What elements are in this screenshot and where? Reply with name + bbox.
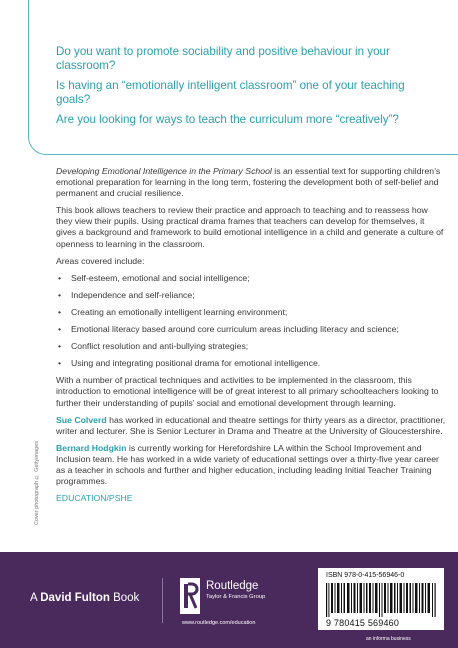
list-item: • Emotional literacy based around core curriculum areas including literacy and science; [56, 324, 446, 335]
imprint-label [30, 592, 139, 604]
intro-paragraph [56, 166, 446, 199]
question-3: Are you looking for ways to teach the curriculum more “creatively”? [56, 113, 399, 126]
question-1: Do you want to promote sociability and positive behaviour in your classroom? [56, 45, 390, 72]
publisher-name: Routledge [206, 580, 259, 592]
blurb [56, 166, 446, 510]
author-bio-1 [56, 415, 446, 437]
imprint-prefix: A [30, 592, 41, 604]
areas-heading: Areas covered include: [56, 255, 145, 266]
question-2: Is having an “emotionally intelligent classroom” one of your teaching goals? [56, 79, 405, 106]
description-paragraph: This book allows teachers to review their practice and approach to teaching and to reassess how they view their pupils. Using practical drama frames that teachers can develop for themselves, it gives a background and framework to build emotional intelligence in a child and generate a culture of openness to learning in the classroom. [56, 205, 444, 249]
isbn-digits: 9 780415 569460 [326, 618, 400, 628]
author-bio-text-2: is currently working for Herefordshire LA within the School Improvement and Inclusion team. He has worked in a wide variety of educational settings over a thirty-five year career as a teacher in schools and further and higher education, including leading Initial Teacher Training programmes. [56, 442, 439, 487]
summary-paragraph: With a number of practical techniques and activities to be implemented in the classroom, this introduction to emotional intelligence will be of great interest to all primary schoolteachers looking to further their understanding of pupils’ social and emotional development through learning. [56, 375, 439, 408]
author-bio-2 [56, 443, 446, 487]
publisher-group: Taylor & Francis Group [206, 594, 266, 600]
areas-list [56, 273, 446, 370]
questions-block [56, 45, 436, 133]
author-name-1: Sue Colverd [56, 414, 107, 425]
intro-text: is an essential text for supporting children’s emotional preparation for learning in the long term, fostering the development both of self-belief and permanent and crucial resilience. [56, 166, 441, 199]
publisher-url: www.routledge.com/education [182, 620, 256, 626]
list-item: • Conflict resolution and anti-bullying strategies; [56, 341, 446, 352]
list-item: • Using and integrating positional drama for emotional intelligence. [56, 358, 446, 369]
footer-bar [0, 552, 458, 648]
footer-divider [162, 578, 163, 623]
list-item: • Self-esteem, emotional and social intelligence; [56, 273, 446, 284]
list-item: • Independence and self-reliance; [56, 290, 446, 301]
photo-credit: Cover photograph © Gettyimages [34, 441, 40, 525]
category-label: EDUCATION/PSHE [56, 493, 133, 504]
author-name-2: Bernard Hodgkin [56, 442, 127, 453]
imprint-suffix: Book [109, 592, 140, 604]
isbn-label: ISBN 978-0-415-56946-0 [326, 572, 405, 579]
barcode-icon [326, 583, 436, 617]
list-item: • Creating an emotionally intelligent learning environment; [56, 307, 446, 318]
book-title: Developing Emotional Intelligence in the Primary School [56, 166, 272, 176]
barcode-panel [318, 568, 444, 630]
informa-label: an informa business [366, 636, 411, 642]
routledge-logo-icon [180, 578, 200, 614]
author-bio-text-1: has worked in educational and theatre settings for thirty years as a director, practitioner, writer and lecturer. She is Senior Lecturer in Drama and Theatre at the University of Gloucestershire. [56, 414, 446, 436]
imprint-name: David Fulton [40, 592, 110, 604]
